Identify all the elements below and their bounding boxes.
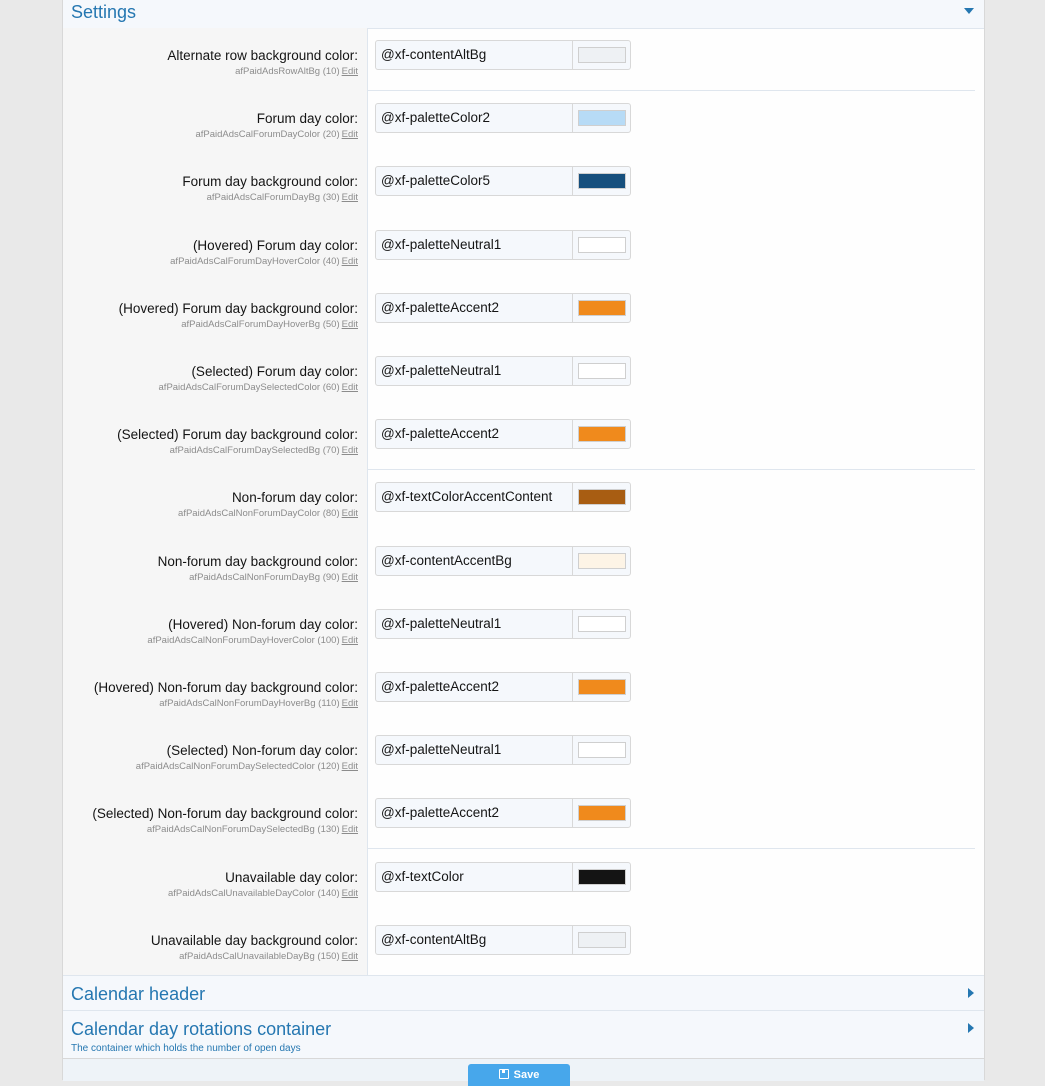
color-swatch[interactable] [578,426,626,442]
save-button[interactable] [468,1064,570,1086]
color-picker-box[interactable] [572,104,631,132]
color-input-value[interactable]: @xf-paletteColor2 [381,110,491,125]
color-input-value[interactable]: @xf-paletteNeutral1 [381,363,502,378]
property-label: Non-forum day background color: [157,554,358,569]
edit-link[interactable]: Edit [341,761,358,772]
style-property-row [63,786,984,849]
color-input[interactable] [375,356,631,386]
color-picker-box[interactable] [572,673,631,701]
property-label: (Selected) Non-forum day background color: [92,806,358,821]
color-picker-box[interactable] [572,357,631,385]
color-input[interactable] [375,862,631,892]
property-hint [195,129,358,140]
rotations-section-title: Calendar day rotations container [71,1019,332,1039]
property-variable-name: afPaidAdsCalNonForumDayHoverColor (100) [147,635,340,646]
color-input[interactable] [375,925,631,955]
edit-link[interactable]: Edit [341,319,358,330]
color-swatch[interactable] [578,679,626,695]
property-label: (Hovered) Forum day background color: [118,301,358,316]
group-separator [367,90,975,91]
property-hint [147,824,358,835]
property-hint [189,572,358,583]
color-swatch[interactable] [578,363,626,379]
property-hint [207,192,358,203]
color-swatch[interactable] [578,616,626,632]
edit-link[interactable]: Edit [341,508,358,519]
property-variable-name: afPaidAdsCalForumDayHoverColor (40) [170,256,340,267]
color-input-value[interactable]: @xf-textColorAccentContent [381,489,553,504]
property-variable-name: afPaidAdsCalUnavailableDayColor (140) [168,888,340,899]
style-property-row [63,344,984,407]
edit-link[interactable]: Edit [341,824,358,835]
property-variable-name: afPaidAdsCalNonForumDayBg (90) [189,572,340,583]
property-label: Forum day background color: [182,174,358,189]
style-property-row [63,850,984,913]
property-label: (Selected) Non-forum day color: [166,743,358,758]
color-input-value[interactable]: @xf-paletteAccent2 [381,805,500,820]
color-input-value[interactable]: @xf-contentAltBg [381,47,487,62]
group-separator [367,848,975,849]
color-picker-box[interactable] [572,41,631,69]
color-input-value[interactable]: @xf-contentAccentBg [381,553,512,568]
color-swatch[interactable] [578,553,626,569]
edit-link[interactable]: Edit [341,445,358,456]
rotations-section-description: The container which holds the number of open days [71,1043,301,1054]
color-picker-box[interactable] [572,167,631,195]
edit-link[interactable]: Edit [341,951,358,962]
property-variable-name: afPaidAdsCalForumDaySelectedBg (70) [169,445,340,456]
edit-link[interactable]: Edit [341,698,358,709]
property-label: (Hovered) Non-forum day background color: [93,680,358,695]
color-swatch[interactable] [578,300,626,316]
edit-link[interactable]: Edit [341,256,358,267]
color-picker-box[interactable] [572,926,631,954]
color-input[interactable] [375,798,631,828]
color-input-value[interactable]: @xf-textColor [381,869,464,884]
property-hint [159,698,358,709]
color-swatch[interactable] [578,237,626,253]
group-separator [367,469,975,470]
color-swatch[interactable] [578,742,626,758]
save-icon [499,1069,509,1079]
property-variable-name: afPaidAdsCalNonForumDaySelectedBg (130) [146,824,340,835]
form-footer [63,1058,984,1081]
color-input-value[interactable]: @xf-contentAltBg [381,932,487,947]
property-variable-name: afPaidAdsCalForumDayColor (20) [195,129,340,140]
property-hint [168,888,358,899]
color-picker-box[interactable] [572,547,631,575]
color-picker-box[interactable] [572,294,631,322]
color-input[interactable] [375,482,631,512]
settings-section-header[interactable] [63,0,984,29]
color-swatch[interactable] [578,869,626,885]
style-property-row [63,28,984,91]
color-picker-box[interactable] [572,863,631,891]
property-hint [178,508,358,519]
color-picker-box[interactable] [572,799,631,827]
edit-link[interactable]: Edit [341,66,358,77]
property-hint [136,761,358,772]
color-input[interactable] [375,672,631,702]
expand-arrow-icon[interactable] [968,1023,974,1033]
property-label: Unavailable day background color: [150,933,358,948]
property-variable-name: afPaidAdsRowAltBg (10) [235,66,340,77]
collapse-arrow-icon[interactable] [964,8,974,14]
property-label: Unavailable day color: [225,870,358,885]
property-label: Alternate row background color: [167,48,358,63]
property-variable-name: afPaidAdsCalNonForumDayColor (80) [178,508,340,519]
edit-link[interactable]: Edit [341,888,358,899]
style-property-row [63,723,984,786]
style-property-row [63,154,984,217]
style-property-row [63,534,984,597]
calendar-header-title: Calendar header [71,984,206,1004]
property-hint [147,635,358,646]
edit-link[interactable]: Edit [341,572,358,583]
property-variable-name: afPaidAdsCalUnavailableDayBg (150) [179,951,340,962]
expand-arrow-icon[interactable] [968,988,974,998]
property-hint [181,319,358,330]
color-input-value[interactable]: @xf-paletteNeutral1 [381,237,502,252]
style-property-row [63,91,984,154]
color-input-value[interactable]: @xf-paletteAccent2 [381,679,500,694]
property-label: (Selected) Forum day color: [191,364,358,379]
color-input[interactable] [375,546,631,576]
property-variable-name: afPaidAdsCalForumDayBg (30) [206,192,340,203]
property-hint [179,951,358,962]
style-property-row [63,470,984,533]
settings-rows [63,28,984,976]
property-label: (Selected) Forum day background color: [117,427,358,442]
color-input[interactable] [375,609,631,639]
color-input-value[interactable]: @xf-paletteColor5 [381,173,491,188]
style-property-row [63,660,984,723]
style-property-row [63,597,984,660]
color-swatch[interactable] [578,110,626,126]
property-variable-name: afPaidAdsCalNonForumDayHoverBg (110) [159,698,340,709]
property-variable-name: afPaidAdsCalForumDayHoverBg (50) [181,319,340,330]
color-input-value[interactable]: @xf-paletteNeutral1 [381,616,502,631]
save-button-label: Save [513,1069,540,1081]
color-swatch[interactable] [578,932,626,948]
color-swatch[interactable] [578,489,626,505]
edit-link[interactable]: Edit [341,129,358,140]
style-property-row [63,407,984,470]
style-property-row [63,913,984,976]
color-picker-box[interactable] [572,420,631,448]
style-property-row [63,281,984,344]
color-input[interactable] [375,419,631,449]
color-swatch[interactable] [578,47,626,63]
edit-link[interactable]: Edit [341,382,358,393]
color-input-value[interactable]: @xf-paletteAccent2 [381,300,500,315]
property-variable-name: afPaidAdsCalNonForumDaySelectedColor (120) [135,761,340,772]
calendar-header-section[interactable] [63,975,984,1012]
color-input[interactable] [375,230,631,260]
style-property-row [63,218,984,281]
color-swatch[interactable] [578,805,626,821]
color-picker-box[interactable] [572,483,631,511]
color-picker-box[interactable] [572,736,631,764]
color-swatch[interactable] [578,173,626,189]
color-input[interactable] [375,103,631,133]
style-properties-panel [62,0,985,1080]
settings-section-title: Settings [71,2,137,22]
property-variable-name: afPaidAdsCalForumDaySelectedColor (60) [158,382,340,393]
color-input[interactable] [375,735,631,765]
property-hint [170,445,358,456]
property-label: Non-forum day color: [231,490,358,505]
color-input[interactable] [375,40,631,70]
property-label: Forum day color: [256,111,358,126]
color-input[interactable] [375,166,631,196]
color-input-value[interactable]: @xf-paletteNeutral1 [381,742,502,757]
property-hint [235,66,358,77]
color-input[interactable] [375,293,631,323]
property-label: (Hovered) Forum day color: [192,238,358,253]
edit-link[interactable]: Edit [341,192,358,203]
property-label: (Hovered) Non-forum day color: [168,617,358,632]
color-input-value[interactable]: @xf-paletteAccent2 [381,426,500,441]
edit-link[interactable]: Edit [341,635,358,646]
color-picker-box[interactable] [572,610,631,638]
property-hint [159,382,358,393]
color-picker-box[interactable] [572,231,631,259]
rotations-section[interactable] [63,1010,984,1060]
property-hint [170,256,358,267]
